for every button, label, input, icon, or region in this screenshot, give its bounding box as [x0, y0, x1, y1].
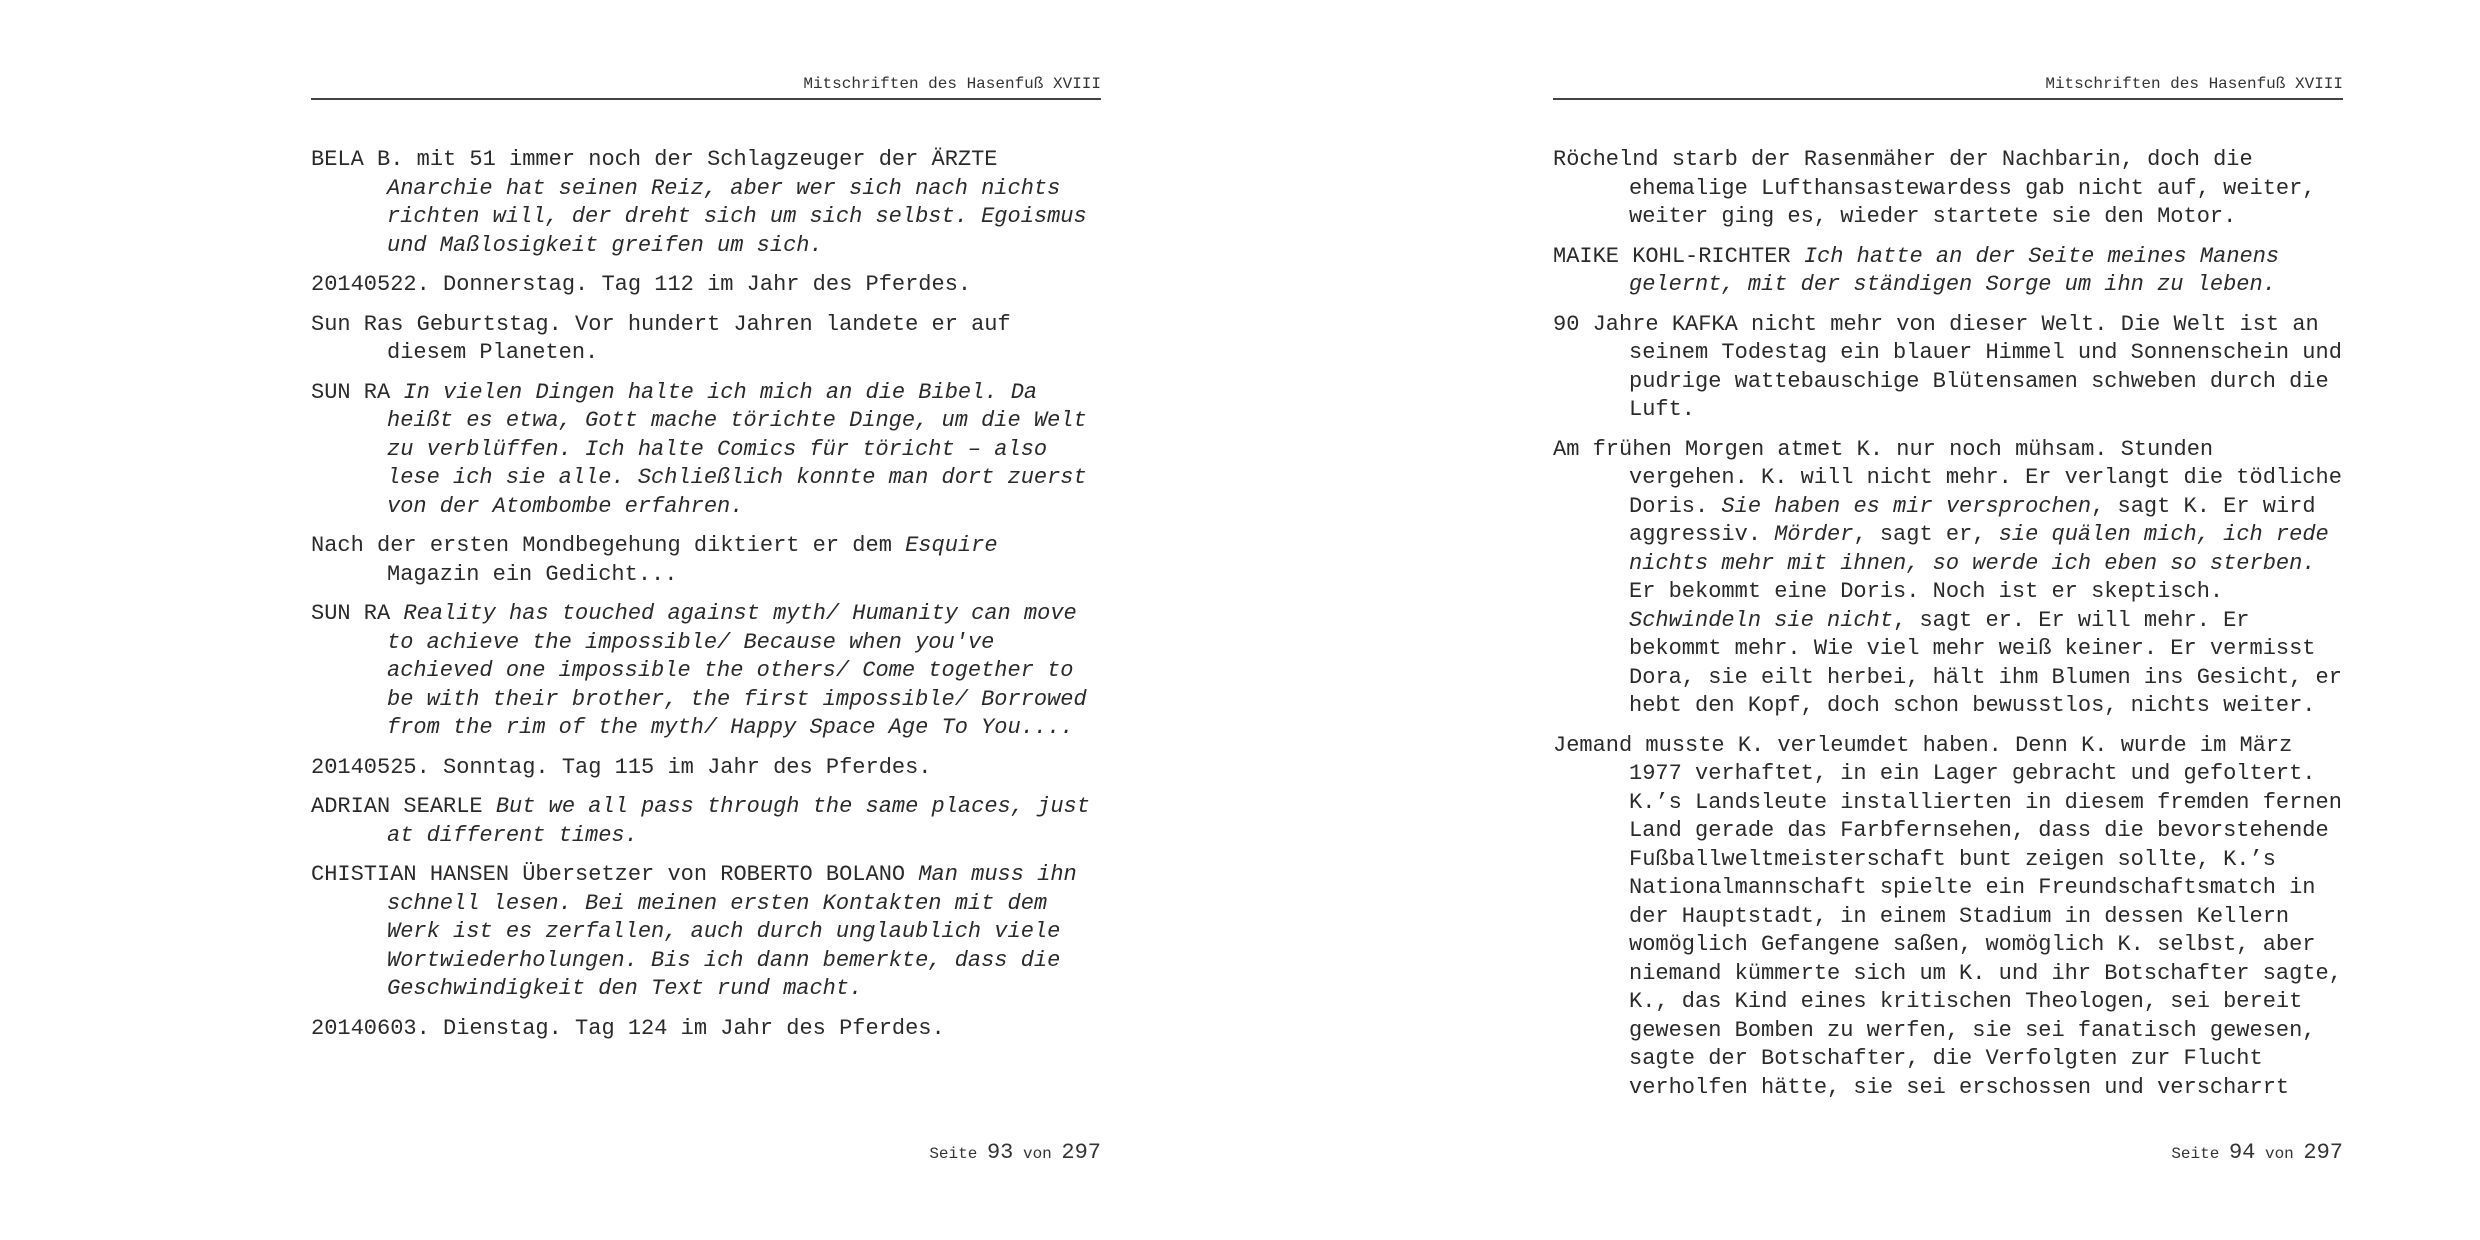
- text-run: , sagt K. Er wird aggressiv.: [1629, 493, 2316, 547]
- page-number: 93: [986, 1140, 1014, 1165]
- text-run: SUN RA: [311, 379, 404, 405]
- italic-quote: Schwindeln sie nicht: [1629, 607, 1894, 633]
- running-head: Mitschriften des Hasenfuß XVIII: [311, 74, 1101, 100]
- italic-quote: Man muss ihn schnell lesen. Bei meinen ersten Kontakten mit dem Werk ist es zerfallen, auch durch unglaublich viele Wortwiederholungen. Bis ich dann bemerkte, dass die Geschwindigkeit den Text rund macht.: [387, 862, 1077, 1001]
- text-run: MAIKE KOHL-RICHTER: [1553, 243, 1804, 269]
- text-run: Nach der ersten Mondbegehung diktiert er dem: [311, 533, 906, 558]
- paragraph: [311, 861, 1101, 1004]
- text-run: 20140525. Sonntag. Tag 115 im Jahr des Pferdes.: [311, 754, 932, 780]
- paragraph: [311, 379, 1101, 522]
- text-run: Er bekommt eine Doris. Noch ist er skeptisch.: [1629, 579, 2224, 604]
- text-run: 90 Jahre KAFKA nicht mehr von dieser Welt. Die Welt ist an seinem Todestag ein blauer Himmel und Sonnenschein und pudrige wattebauschige Blütensamen schweben durch die Luft.: [1553, 311, 2342, 422]
- paragraph: [1553, 311, 2343, 425]
- footer-word-of: von: [2264, 1145, 2294, 1163]
- italic-quote: Ich hatte an der Seite meines Manens gelernt, mit der ständigen Sorge um ihn zu leben.: [1629, 243, 2280, 297]
- italic-quote: In vielen Dingen halte ich mich an die Bibel. Da heißt es etwa, Gott mache törichte Dinge, um die Welt zu verblüffen. Ich halte Comics für töricht – also lese ich sie alle. Schließlich konnte man dort zuerst von der Atombombe erfahren.: [387, 379, 1087, 519]
- total-pages: 297: [2303, 1140, 2343, 1165]
- text-run: 20140603. Dienstag. Tag 124 im Jahr des Pferdes.: [311, 1015, 945, 1041]
- total-pages: 297: [1061, 1140, 1101, 1165]
- text-run: CHISTIAN HANSEN Übersetzer von ROBERTO BOLANO: [311, 862, 919, 887]
- text-run: Magazin ein Gedicht...: [387, 561, 678, 587]
- page-body: [1553, 146, 2343, 1113]
- page-footer: [929, 1140, 1101, 1165]
- italic-quote: Anarchie hat seinen Reiz, aber wer sich nach nichts richten will, der dreht sich um sich selbst. Egoismus und Maßlosigkeit greifen um sich.: [387, 175, 1087, 258]
- text-run: , sagt er. Er will mehr. Er bekommt mehr. Wie viel mehr weiß keiner. Er vermisst Dora, sie eilt herbei, hält ihm Blumen ins Gesicht, er hebt den Kopf, doch schon bewusstlos, nichts weiter.: [1629, 607, 2342, 718]
- paragraph: [311, 271, 1101, 300]
- italic-quote: Esquire: [905, 533, 998, 558]
- footer-word-page: Seite: [929, 1145, 978, 1163]
- left-page: [311, 0, 1101, 1240]
- footer-word-of: von: [1022, 1145, 1052, 1163]
- text-run: BELA B. mit 51 immer noch der Schlagzeuger der ÄRZTE: [311, 147, 998, 172]
- paragraph: [1553, 732, 2343, 1103]
- paragraph: [1553, 146, 2343, 232]
- paragraph: [311, 1015, 1101, 1044]
- text-run: ADRIAN SEARLE: [311, 794, 496, 819]
- page-number: 94: [2228, 1140, 2256, 1165]
- page-body: [311, 146, 1101, 1054]
- paragraph: [311, 754, 1101, 783]
- text-run: , sagt er,: [1853, 522, 1999, 547]
- text-run: SUN RA: [311, 601, 404, 626]
- paragraph: [311, 793, 1101, 850]
- text-run: Am frühen Morgen atmet K. nur noch mühsam. Stunden vergehen. K. will nicht mehr. Er verlangt die tödliche Doris.: [1553, 436, 2342, 519]
- running-head: Mitschriften des Hasenfuß XVIII: [1553, 74, 2343, 100]
- text-run: Sun Ras Geburtstag. Vor hundert Jahren landete er auf diesem Planeten.: [311, 311, 1011, 365]
- text-run: Röchelnd starb der Rasenmäher der Nachbarin, doch die ehemalige Lufthansastewardess gab nicht auf, weiter, weiter ging es, wieder startete sie den Motor.: [1553, 147, 2316, 229]
- paragraph: [1553, 436, 2343, 721]
- footer-word-page: Seite: [2171, 1145, 2220, 1163]
- paragraph: [311, 311, 1101, 368]
- paragraph: [1553, 243, 2343, 300]
- text-run: Jemand musste K. verleumdet haben. Denn K. wurde im März 1977 verhaftet, in ein Lager gebracht und gefoltert. K.’s Landsleute installierten in diesem fremden fernen Land gerade das Farbfernsehen, dass die bevorstehende Fußballweltmeisterschaft bunt zeigen sollte, K.’s Nationalmannschaft spielte ein Freundschaftsmatch in der Hauptstadt, in einem Stadium in dessen Kellern womöglich Gefangene saßen, womöglich K. selbst, aber niemand kümmerte sich um K. und ihr Botschafter sagte, K., das Kind eines kritischen Theologen, sei bereit gewesen Bomben zu werfen, sie sei fanatisch gewesen, sagte der Botschafter, die Verfolgten zur Flucht verholfen hätte, sie sei erschossen und verscharrt: [1553, 732, 2342, 1100]
- paragraph: [311, 532, 1101, 589]
- right-page: [1553, 0, 2343, 1240]
- italic-quote: sie quälen mich, ich rede nichts mehr mit ihnen, so werde ich eben so sterben.: [1629, 522, 2329, 576]
- italic-quote: Sie haben es mir versprochen: [1721, 493, 2092, 519]
- paragraph: [311, 146, 1101, 260]
- page-footer: [2171, 1140, 2343, 1165]
- italic-quote: Mörder: [1774, 522, 1854, 547]
- italic-quote: Reality has touched against myth/ Humanity can move to achieve the impossible/ Because when you've achieved one impossible the others/ Come together to be with their brother, the first impossible/ Borrowed from the rim of the myth/ Happy Space Age To You....: [387, 601, 1087, 740]
- paragraph: [311, 600, 1101, 743]
- text-run: 20140522. Donnerstag. Tag 112 im Jahr des Pferdes.: [311, 272, 972, 297]
- italic-quote: But we all pass through the same places, just at different times.: [387, 794, 1090, 848]
